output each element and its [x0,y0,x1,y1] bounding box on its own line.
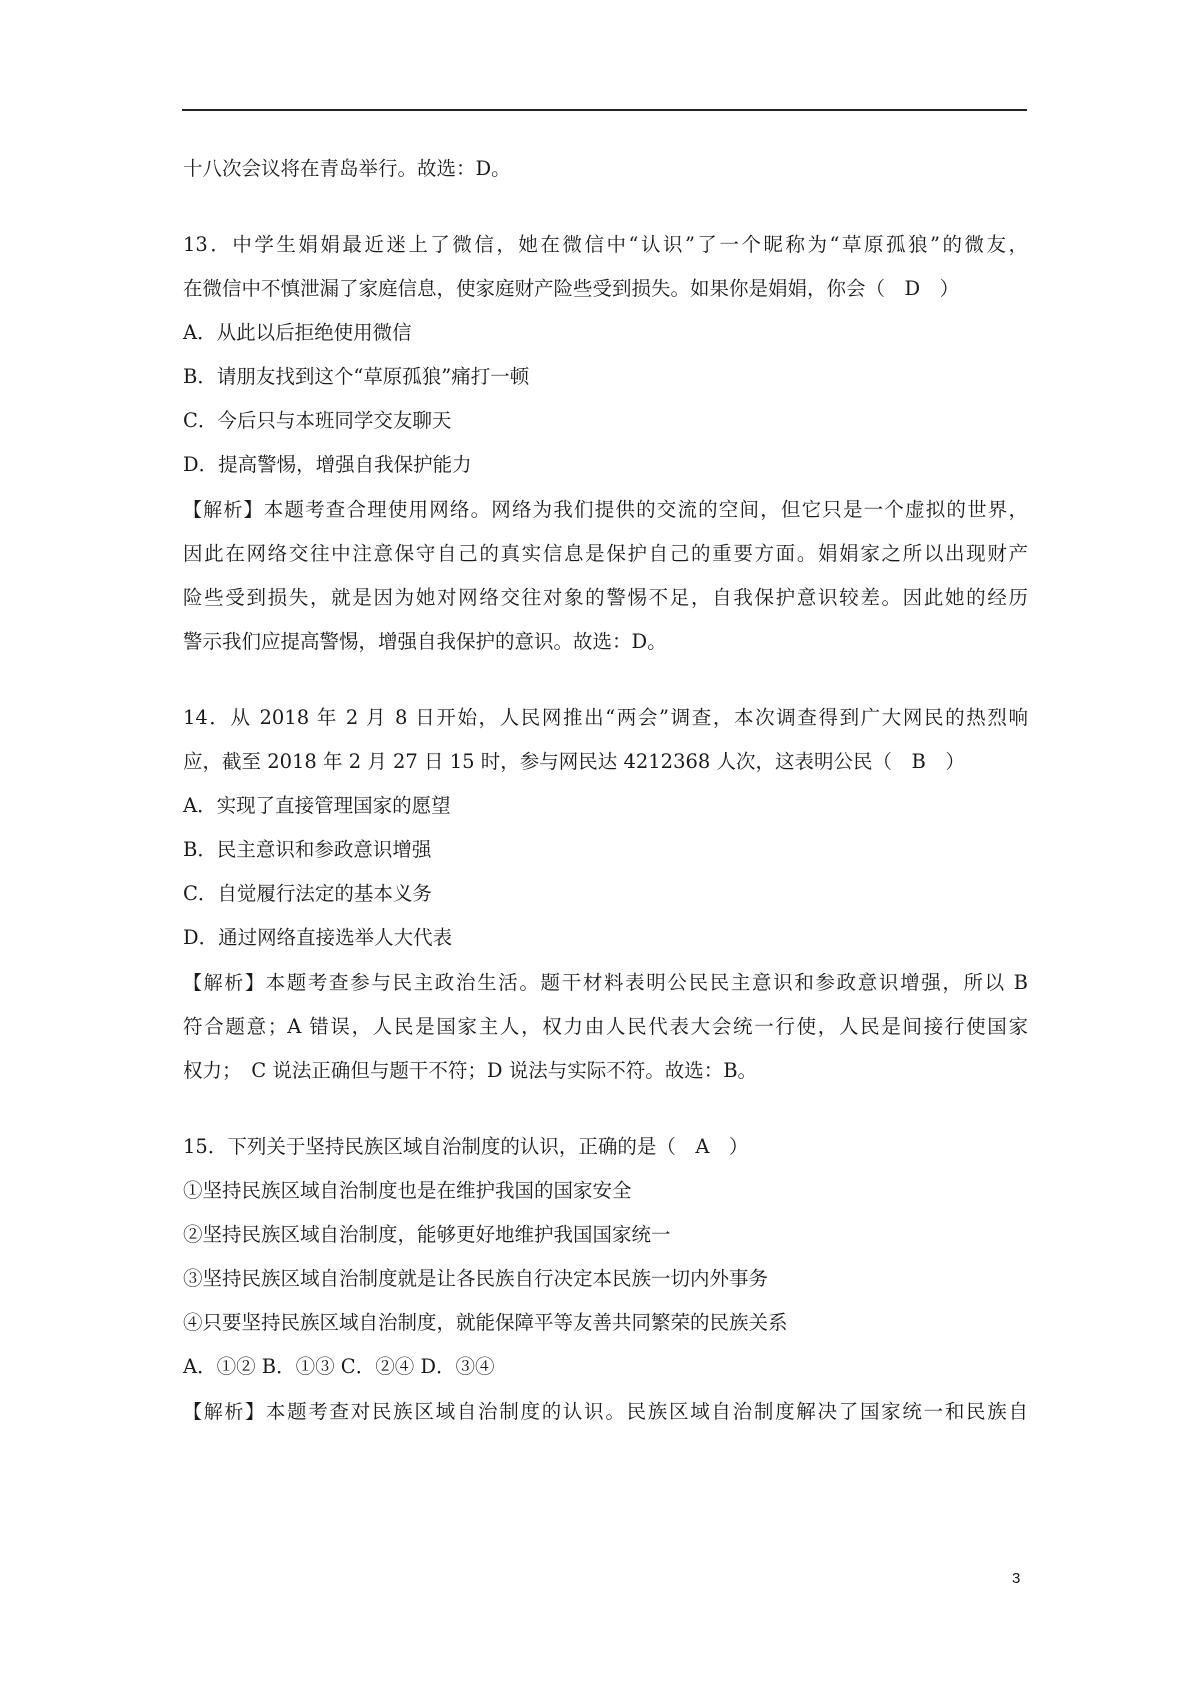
question-14-option-a: A．实现了直接管理国家的愿望 [183,794,451,817]
analysis-tag: 【解析】 [183,972,266,994]
question-14-stem: 14．从 2018 年 2 月 8 日开始，人民网推出“两会”调查，本次调查得到广大网民的热烈响 [183,706,1028,729]
question-14-option-b: B．民主意识和参政意识增强 [183,838,432,861]
question-13-stem: 13．中学生娟娟最近迷上了微信，她在微信中“认识”了一个昵称为“草原孤狼”的微友， [183,233,1028,256]
question-14-analysis: 符合题意；A 错误，人民是国家主人，权力由人民代表大会统一行使，人民是间接行使国家 [183,1015,1028,1038]
analysis-tag: 【解析】 [183,499,264,521]
question-13-option-b: B．请朋友找到这个“草原孤狼”痛打一顿 [183,365,530,388]
question-13-option-c: C．今后只与本班同学交友聊天 [183,409,452,432]
question-14-analysis: 权力； C 说法正确但与题干不符；D 说法与实际不符。故选：B。 [183,1059,758,1082]
question-14-stem: 应，截至 2018 年 2 月 27 日 15 时，参与网民达 4212368 人次，这表明公民（ B ） [183,750,965,773]
question-13-analysis: 警示我们应提高警惕，增强自我保护的意识。故选：D。 [183,630,667,653]
analysis-tag: 【解析】 [183,1401,266,1423]
question-14-option-c: C．自觉履行法定的基本义务 [183,882,432,905]
question-14-analysis: 【解析】本题考查参与民主政治生活。题干材料表明公民民主意识和参政意识增强，所以 B [183,971,1028,994]
header-rule [182,109,1027,111]
question-15-options: A．①② B．①③ C．②④ D．③④ [183,1355,495,1378]
question-15-statement: ①坚持民族区域自治制度也是在维护我国的国家安全 [183,1179,632,1202]
question-13-option-d: D．提高警惕，增强自我保护能力 [183,453,472,476]
question-13-option-a: A．从此以后拒绝使用微信 [183,321,412,344]
question-15-statement: ③坚持民族区域自治制度就是让各民族自行决定本民族一切内外事务 [183,1267,769,1290]
question-14-option-d: D．通过网络直接选举人大代表 [183,926,453,949]
text-line: 十八次会议将在青岛举行。故选：D。 [183,157,511,180]
question-15-statement: ②坚持民族区域自治制度，能够更好地维护我国国家统一 [183,1223,671,1246]
page-number: 3 [1012,1570,1021,1587]
question-15-analysis: 【解析】本题考查对民族区域自治制度的认识。民族区域自治制度解决了国家统一和民族自 [183,1400,1028,1423]
question-13-stem: 在微信中不慎泄漏了家庭信息，使家庭财产险些受到损失。如果你是娟娟，你会（ D ） [183,277,960,300]
question-13-analysis: 【解析】本题考查合理使用网络。网络为我们提供的交流的空间，但它只是一个虚拟的世界， [183,498,1028,521]
question-15-stem: 15．下列关于坚持民族区域自治制度的认识，正确的是（ A ） [183,1135,749,1158]
question-13-analysis: 因此在网络交往中注意保守自己的真实信息是保护自己的重要方面。娟娟家之所以出现财产 [183,542,1028,565]
question-15-statement: ④只要坚持民族区域自治制度，就能保障平等友善共同繁荣的民族关系 [183,1311,788,1334]
question-13-analysis: 险些受到损失，就是因为她对网络交往对象的警惕不足，自我保护意识较差。因此她的经历 [183,586,1028,609]
